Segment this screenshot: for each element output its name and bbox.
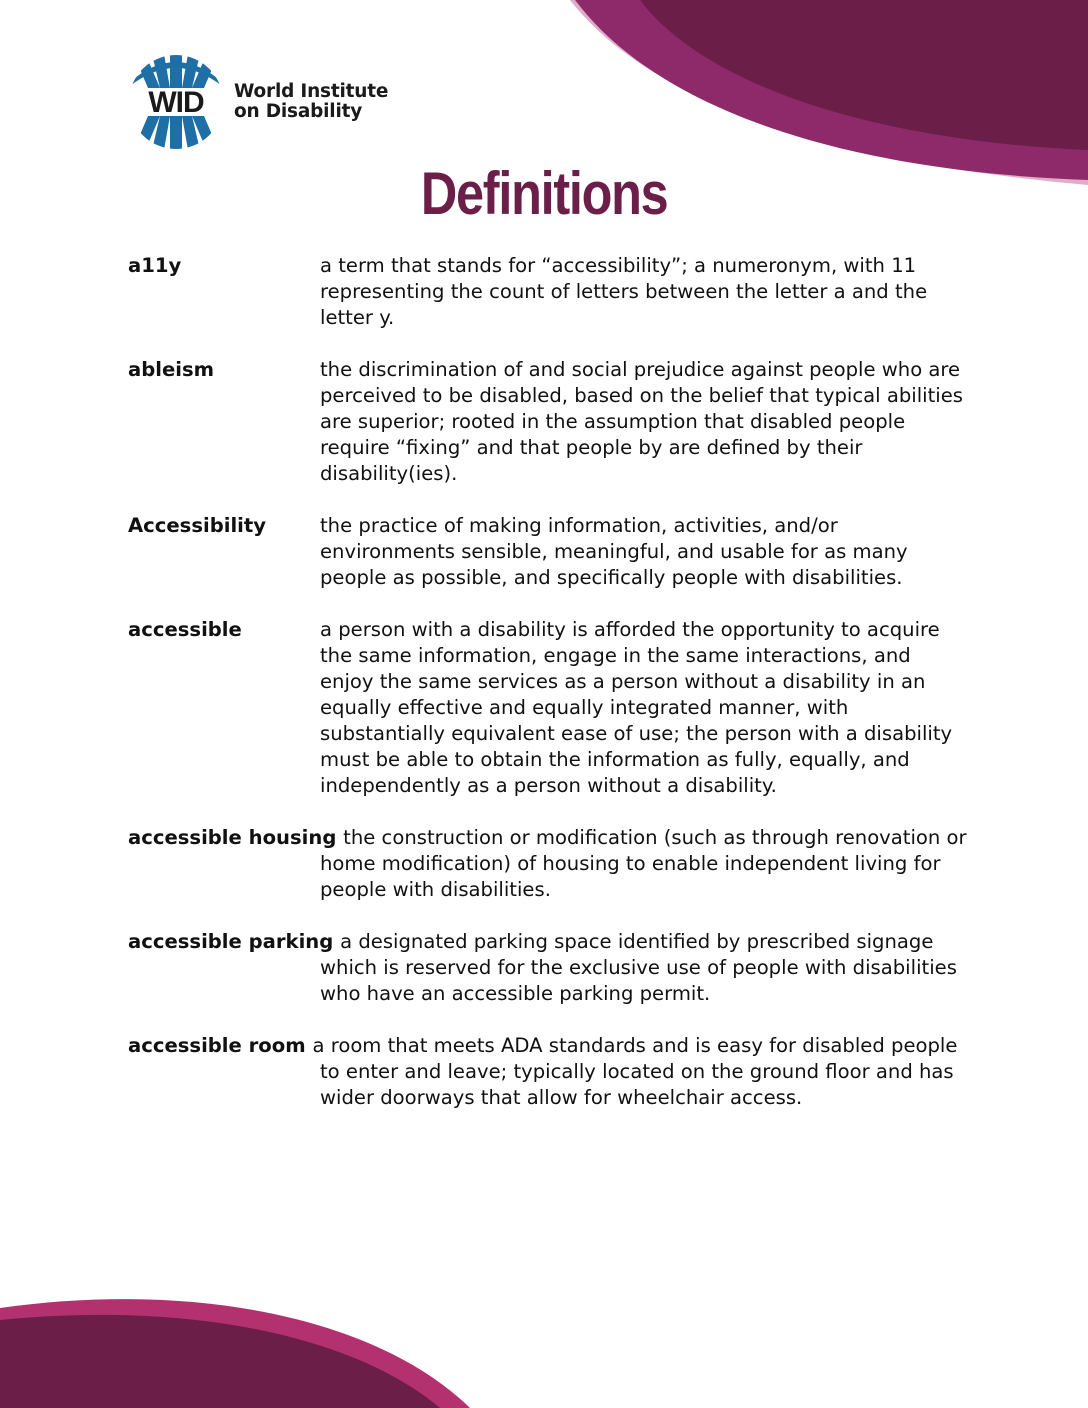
definition-term: a11y [128,254,182,277]
logo-name [234,82,388,122]
wid-logo [126,52,388,152]
definition-entry [128,357,968,487]
definition-text: a person with a disability is afforded the opportunity to acquire the same information, engage in the same interactions, and enjoy the same services as a person without a disability in an equally effective and equally integrated manner, with substantially equivalent ease of use; the person with a disability must be able to obtain the information as fully, equally, and independently as a person without a disability. [320,618,953,797]
definition-entry [128,1033,968,1111]
definition-term: ableism [128,358,215,381]
bottom-decorative-swoosh [0,1270,1088,1408]
definition-entry [128,929,968,1007]
definition-entry [128,513,968,591]
definition-term: accessible [128,618,242,641]
definition-term: Accessibility [128,514,267,537]
definition-text: a designated parking space identified by prescribed signage which is reserved for the exclusive use of people with disabilities who have an accessible parking permit. [320,930,957,1005]
logo-name-line2: on Disability [234,101,363,122]
definitions-list [128,253,968,1137]
definition-text: a term that stands for “accessibility”; a numeronym, with 11 representing the count of letters between the letter a and the letter y. [320,254,928,329]
logo-letters: WID [148,86,204,119]
definition-text: a room that meets ADA standards and is easy for disabled people to enter and leave; typically located on the ground floor and has wider doorways that allow for wheelchair access. [312,1034,958,1109]
definition-entry [128,617,968,799]
logo-name-line1: World Institute [234,81,389,102]
definition-entry [128,825,968,903]
definition-term: accessible parking [128,930,341,953]
definition-term: accessible room [128,1034,313,1057]
definition-entry [128,253,968,331]
definition-term: accessible housing [128,826,344,849]
definition-text: the construction or modification (such as through renovation or home modification) of housing to enable independent living for people with disabilities. [320,826,967,901]
globe-logo-icon [126,52,226,152]
definition-text: the discrimination of and social prejudice against people who are perceived to be disabled, based on the belief that typical abilities are superior; rooted in the assumption that disabled people require “fixing” and that people by are defined by their disability(ies). [320,358,963,485]
definition-text: the practice of making information, activities, and/or environments sensible, meaningful, and usable for as many people as possible, and specifically people with disabilities. [320,514,908,589]
page-title: Definitions [420,160,668,227]
